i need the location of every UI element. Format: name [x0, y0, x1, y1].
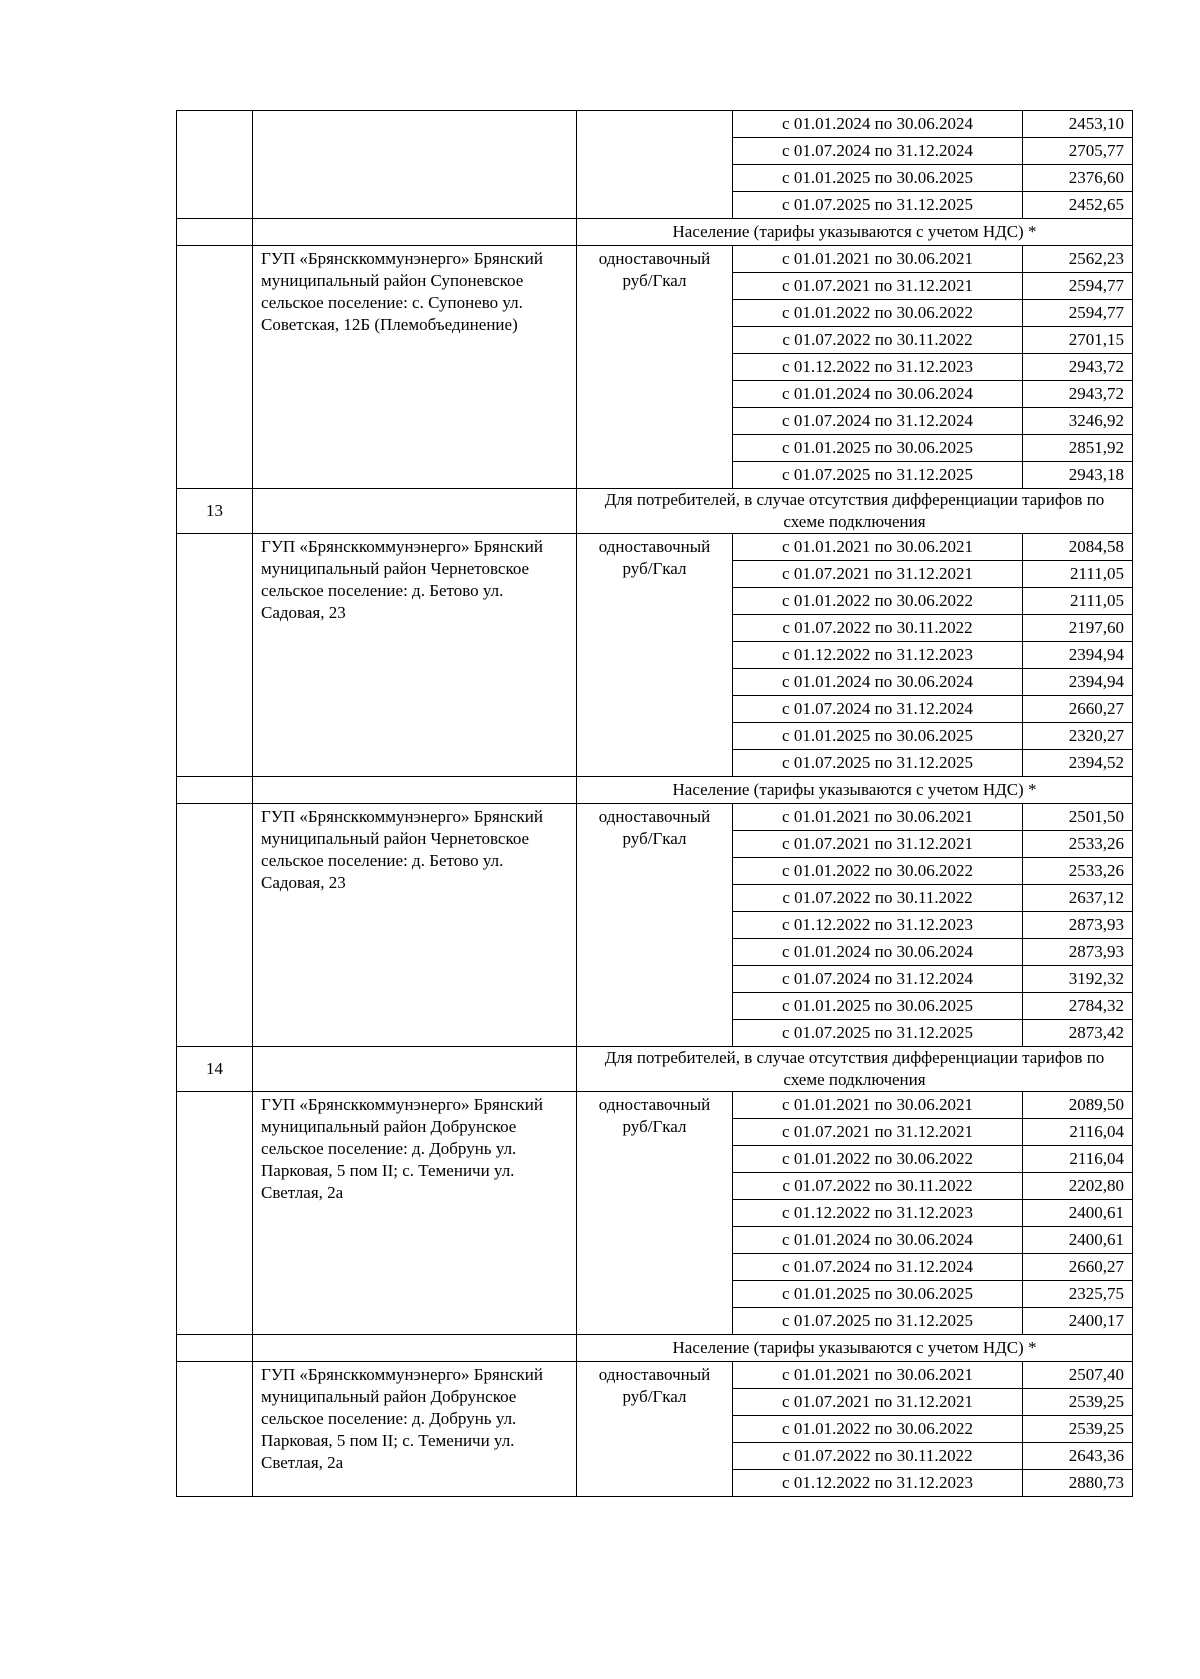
section-empty-cell: [253, 1335, 577, 1362]
tariff-value-cell: 2394,94: [1023, 642, 1133, 669]
period-cell: с 01.01.2021 по 30.06.2021: [733, 1092, 1023, 1119]
tariff-value-cell: 2873,42: [1023, 1020, 1133, 1047]
organization-cell: ГУП «Брянсккоммунэнерго» Брянский муниципальный район Чернетовское сельское поселение: д. Бетово ул. Садовая, 23: [253, 534, 577, 777]
tariff-value-cell: 2400,61: [1023, 1200, 1133, 1227]
period-cell: с 01.01.2025 по 30.06.2025: [733, 993, 1023, 1020]
period-cell: с 01.07.2024 по 31.12.2024: [733, 408, 1023, 435]
section-number: [177, 777, 253, 804]
period-cell: с 01.01.2025 по 30.06.2025: [733, 723, 1023, 750]
period-cell: с 01.12.2022 по 31.12.2023: [733, 1470, 1023, 1497]
section-empty-cell: [253, 1047, 577, 1092]
period-cell: с 01.12.2022 по 31.12.2023: [733, 912, 1023, 939]
tariff-value-cell: 2453,10: [1023, 111, 1133, 138]
period-cell: с 01.07.2021 по 31.12.2021: [733, 1119, 1023, 1146]
tariff-value-cell: 2637,12: [1023, 885, 1133, 912]
tariff-value-cell: 2594,77: [1023, 273, 1133, 300]
row-number-cell: [177, 804, 253, 1047]
tariff-value-cell: 2880,73: [1023, 1470, 1133, 1497]
tariff-type-cell: [577, 111, 733, 219]
table-row: [177, 1362, 1133, 1389]
tariff-value-cell: 2943,18: [1023, 462, 1133, 489]
tariff-value-cell: 2111,05: [1023, 561, 1133, 588]
period-cell: с 01.07.2021 по 31.12.2021: [733, 561, 1023, 588]
tariff-value-cell: 2594,77: [1023, 300, 1133, 327]
table-row: [177, 804, 1133, 831]
period-cell: с 01.07.2025 по 31.12.2025: [733, 1308, 1023, 1335]
row-number-cell: [177, 1362, 253, 1497]
tariff-type-cell: одноставочный руб/Гкал: [577, 534, 733, 777]
period-cell: с 01.01.2024 по 30.06.2024: [733, 381, 1023, 408]
tariff-value-cell: 2533,26: [1023, 831, 1133, 858]
tariff-value-cell: 2452,65: [1023, 192, 1133, 219]
row-number-cell: [177, 111, 253, 219]
tariff-type-cell: одноставочный руб/Гкал: [577, 1092, 733, 1335]
period-cell: с 01.07.2022 по 30.11.2022: [733, 1443, 1023, 1470]
row-number-cell: [177, 534, 253, 777]
period-cell: с 01.07.2025 по 31.12.2025: [733, 1020, 1023, 1047]
tariff-value-cell: 2394,94: [1023, 669, 1133, 696]
section-header-label: Для потребителей, в случае отсутствия дифференциации тарифов по схеме подключения: [577, 1047, 1133, 1092]
tariff-value-cell: 2701,15: [1023, 327, 1133, 354]
tariff-value-cell: 2394,52: [1023, 750, 1133, 777]
tariff-value-cell: 2376,60: [1023, 165, 1133, 192]
tariff-value-cell: 2089,50: [1023, 1092, 1133, 1119]
tariff-value-cell: 2325,75: [1023, 1281, 1133, 1308]
period-cell: с 01.01.2025 по 30.06.2025: [733, 165, 1023, 192]
period-cell: с 01.01.2021 по 30.06.2021: [733, 246, 1023, 273]
organization-cell: ГУП «Брянсккоммунэнерго» Брянский муниципальный район Добрунское сельское поселение: д. Добрунь ул. Парковая, 5 пом II; с. Теменичи ул. Светлая, 2а: [253, 1362, 577, 1497]
period-cell: с 01.07.2022 по 30.11.2022: [733, 1173, 1023, 1200]
tariff-value-cell: 2873,93: [1023, 912, 1133, 939]
tariff-value-cell: 2562,23: [1023, 246, 1133, 273]
tariff-value-cell: 2400,17: [1023, 1308, 1133, 1335]
section-empty-cell: [253, 489, 577, 534]
tariff-value-cell: 2539,25: [1023, 1416, 1133, 1443]
section-number: 14: [177, 1047, 253, 1092]
organization-cell: [253, 111, 577, 219]
period-cell: с 01.07.2024 по 31.12.2024: [733, 138, 1023, 165]
section-empty-cell: [253, 219, 577, 246]
tariff-value-cell: 2943,72: [1023, 381, 1133, 408]
organization-cell: ГУП «Брянсккоммунэнерго» Брянский муниципальный район Добрунское сельское поселение: д. Добрунь ул. Парковая, 5 пом II; с. Теменичи ул. Светлая, 2а: [253, 1092, 577, 1335]
tariff-value-cell: 2084,58: [1023, 534, 1133, 561]
period-cell: с 01.07.2021 по 31.12.2021: [733, 831, 1023, 858]
tariff-table: [176, 110, 1133, 1497]
period-cell: с 01.07.2024 по 31.12.2024: [733, 1254, 1023, 1281]
period-cell: с 01.01.2021 по 30.06.2021: [733, 1362, 1023, 1389]
period-cell: с 01.01.2025 по 30.06.2025: [733, 435, 1023, 462]
period-cell: с 01.12.2022 по 31.12.2023: [733, 354, 1023, 381]
section-header-label: Население (тарифы указываются с учетом НДС) *: [577, 1335, 1133, 1362]
period-cell: с 01.07.2022 по 30.11.2022: [733, 885, 1023, 912]
period-cell: с 01.07.2025 по 31.12.2025: [733, 192, 1023, 219]
tariff-value-cell: 2539,25: [1023, 1389, 1133, 1416]
tariff-value-cell: 3192,32: [1023, 966, 1133, 993]
section-header-row: [177, 219, 1133, 246]
tariff-value-cell: 2111,05: [1023, 588, 1133, 615]
tariff-value-cell: 2501,50: [1023, 804, 1133, 831]
tariff-value-cell: 2116,04: [1023, 1119, 1133, 1146]
section-header-label: Население (тарифы указываются с учетом НДС) *: [577, 219, 1133, 246]
period-cell: с 01.01.2022 по 30.06.2022: [733, 1146, 1023, 1173]
period-cell: с 01.01.2021 по 30.06.2021: [733, 534, 1023, 561]
period-cell: с 01.01.2022 по 30.06.2022: [733, 858, 1023, 885]
tariff-type-cell: одноставочный руб/Гкал: [577, 1362, 733, 1497]
period-cell: с 01.01.2024 по 30.06.2024: [733, 939, 1023, 966]
period-cell: с 01.07.2025 по 31.12.2025: [733, 462, 1023, 489]
tariff-value-cell: 2197,60: [1023, 615, 1133, 642]
section-header-label: Для потребителей, в случае отсутствия дифференциации тарифов по схеме подключения: [577, 489, 1133, 534]
period-cell: с 01.01.2024 по 30.06.2024: [733, 1227, 1023, 1254]
table-row: [177, 111, 1133, 138]
section-header-row: [177, 777, 1133, 804]
tariff-value-cell: 2507,40: [1023, 1362, 1133, 1389]
tariff-value-cell: 2116,04: [1023, 1146, 1133, 1173]
section-header-row: [177, 1335, 1133, 1362]
organization-cell: ГУП «Брянсккоммунэнерго» Брянский муниципальный район Супоневское сельское поселение: с. Супонево ул. Советская, 12Б (Племобъединение): [253, 246, 577, 489]
period-cell: с 01.01.2025 по 30.06.2025: [733, 1281, 1023, 1308]
period-cell: с 01.01.2024 по 30.06.2024: [733, 669, 1023, 696]
tariff-value-cell: 3246,92: [1023, 408, 1133, 435]
period-cell: с 01.01.2022 по 30.06.2022: [733, 300, 1023, 327]
period-cell: с 01.07.2025 по 31.12.2025: [733, 750, 1023, 777]
period-cell: с 01.07.2022 по 30.11.2022: [733, 327, 1023, 354]
tariff-type-cell: одноставочный руб/Гкал: [577, 246, 733, 489]
row-number-cell: [177, 246, 253, 489]
tariff-value-cell: 2660,27: [1023, 1254, 1133, 1281]
period-cell: с 01.01.2021 по 30.06.2021: [733, 804, 1023, 831]
section-number: [177, 1335, 253, 1362]
tariff-value-cell: 2400,61: [1023, 1227, 1133, 1254]
section-header-row: [177, 1047, 1133, 1092]
period-cell: с 01.07.2024 по 31.12.2024: [733, 696, 1023, 723]
tariff-value-cell: 2784,32: [1023, 993, 1133, 1020]
tariff-value-cell: 2202,80: [1023, 1173, 1133, 1200]
tariff-value-cell: 2851,92: [1023, 435, 1133, 462]
tariff-value-cell: 2320,27: [1023, 723, 1133, 750]
period-cell: с 01.12.2022 по 31.12.2023: [733, 642, 1023, 669]
section-empty-cell: [253, 777, 577, 804]
tariff-value-cell: 2943,72: [1023, 354, 1133, 381]
tariff-value-cell: 2873,93: [1023, 939, 1133, 966]
section-number: 13: [177, 489, 253, 534]
period-cell: с 01.07.2024 по 31.12.2024: [733, 966, 1023, 993]
row-number-cell: [177, 1092, 253, 1335]
tariff-value-cell: 2660,27: [1023, 696, 1133, 723]
section-number: [177, 219, 253, 246]
tariff-value-cell: 2705,77: [1023, 138, 1133, 165]
tariff-type-cell: одноставочный руб/Гкал: [577, 804, 733, 1047]
period-cell: с 01.07.2022 по 30.11.2022: [733, 615, 1023, 642]
section-header-label: Население (тарифы указываются с учетом НДС) *: [577, 777, 1133, 804]
period-cell: с 01.01.2022 по 30.06.2022: [733, 1416, 1023, 1443]
period-cell: с 01.01.2024 по 30.06.2024: [733, 111, 1023, 138]
period-cell: с 01.01.2022 по 30.06.2022: [733, 588, 1023, 615]
table-row: [177, 1092, 1133, 1119]
period-cell: с 01.07.2021 по 31.12.2021: [733, 273, 1023, 300]
organization-cell: ГУП «Брянсккоммунэнерго» Брянский муниципальный район Чернетовское сельское поселение: д. Бетово ул. Садовая, 23: [253, 804, 577, 1047]
section-header-row: [177, 489, 1133, 534]
tariff-value-cell: 2533,26: [1023, 858, 1133, 885]
table-row: [177, 246, 1133, 273]
table-row: [177, 534, 1133, 561]
tariff-value-cell: 2643,36: [1023, 1443, 1133, 1470]
period-cell: с 01.12.2022 по 31.12.2023: [733, 1200, 1023, 1227]
period-cell: с 01.07.2021 по 31.12.2021: [733, 1389, 1023, 1416]
